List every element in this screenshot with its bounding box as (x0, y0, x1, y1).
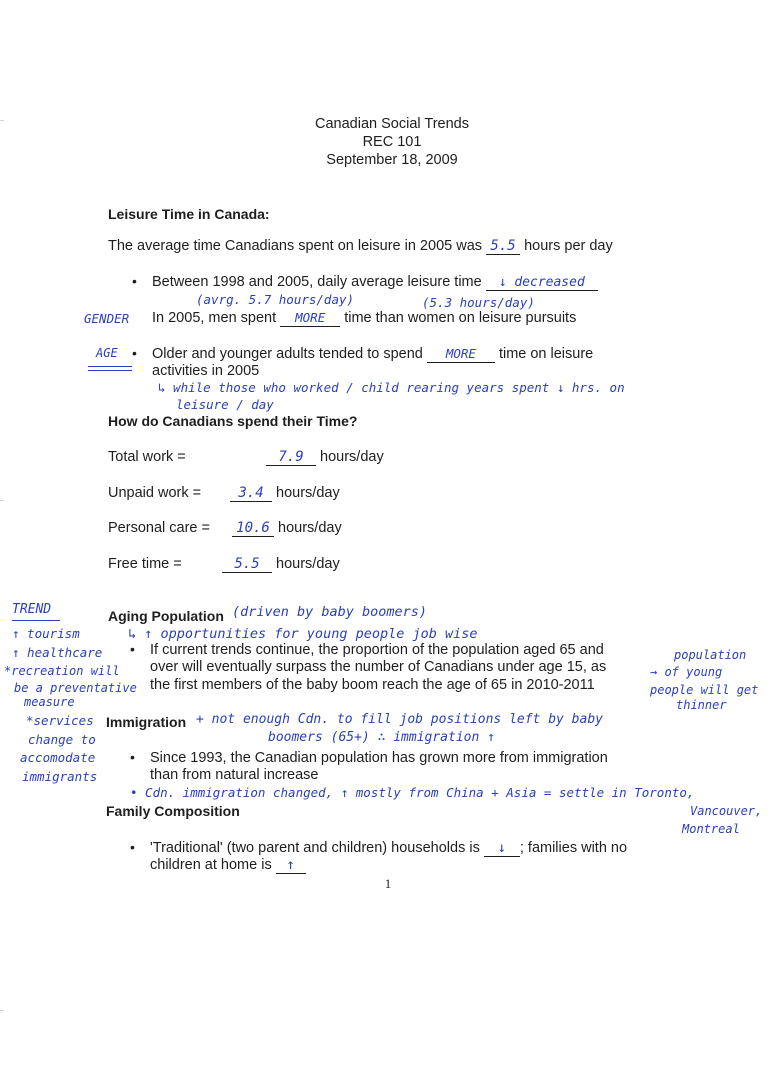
margin-trend-underline (12, 620, 60, 621)
b2-post: time than women on leisure pursuits (344, 310, 577, 326)
family-2-pre: children at home is (150, 857, 272, 873)
b3-post: time on leisure (498, 346, 594, 362)
page-edge-mark (0, 500, 4, 501)
row-unit: hours/day (276, 556, 340, 572)
aging-line-1: If current trends continue, the proportion of the population aged 65 and (150, 642, 604, 658)
page-edge-mark (0, 1010, 4, 1011)
time-heading: How do Canadians spend their Time? (108, 413, 358, 429)
note-men-hours: (avrg. 5.7 hours/day) (196, 292, 355, 307)
note-workers: ↳ while those who worked / child rearing years spent ↓ hrs. on (158, 380, 625, 395)
b3-pre: Older and younger adults tended to spend (152, 346, 423, 362)
leisure-bullet-3 (152, 346, 593, 363)
leisure-bullet-2 (152, 310, 576, 327)
margin-trend: TREND (12, 602, 52, 617)
row-blank (230, 485, 272, 502)
avg-pre: The average time Canadians spent on leisure in 2005 was (108, 238, 483, 254)
row-value-line (230, 485, 340, 502)
aging-line-3: the first members of the baby boom reach the age of 65 in 2010-2011 (150, 677, 595, 693)
b1-answer: ↓ decreased (498, 275, 585, 290)
margin-recreation: *recreation will (4, 664, 120, 678)
row-label: Free time = (108, 556, 182, 572)
family-pre: 'Traditional' (two parent and children) households is (150, 840, 480, 856)
avg-answer: 5.5 (490, 238, 516, 254)
row-label: Total work = (108, 449, 186, 465)
bullet-dot: • (130, 839, 135, 855)
bullet-dot: • (132, 345, 137, 361)
aging-heading: Aging Population (108, 608, 224, 624)
margin-healthcare: ↑ healthcare (12, 645, 103, 660)
avg-blank (486, 238, 520, 255)
leisure-average-line (108, 238, 613, 255)
avg-post: hours per day (524, 238, 613, 254)
family-2-blank (276, 857, 306, 874)
margin-change-to: change to (28, 732, 96, 747)
note-immigration-changed: • Cdn. immigration changed, ↑ mostly from China + Asia = settle in Toronto, (130, 785, 695, 800)
b1-blank (486, 274, 598, 291)
row-blank (266, 449, 316, 466)
row-value: 3.4 (238, 485, 264, 501)
leisure-bullet-1 (152, 274, 598, 291)
margin-gender: GENDER (84, 311, 130, 326)
note-opportunities: ↳ ↑ opportunities for young people job wise (128, 626, 478, 642)
margin-tourism: ↑ tourism (12, 626, 80, 641)
margin-age-underline (88, 370, 132, 371)
row-value-line (266, 449, 384, 466)
note-vancouver: Vancouver, (690, 804, 763, 818)
row-value: 5.5 (234, 556, 260, 572)
note-thinner: thinner (676, 698, 727, 712)
family-blank (484, 840, 520, 857)
row-label: Personal care = (108, 520, 210, 536)
bullet-dot: • (132, 273, 137, 289)
row-blank (232, 520, 274, 537)
immigration-line-1: Since 1993, the Canadian population has grown more from immigration (150, 750, 608, 766)
family-2-answer: ↑ (286, 857, 295, 873)
leisure-bullet-3-line-2: activities in 2005 (152, 363, 260, 379)
b1-text: Between 1998 and 2005, daily average leisure time (152, 274, 482, 290)
family-line-2 (150, 857, 306, 874)
row-unit: hours/day (278, 520, 342, 536)
margin-age: AGE (96, 346, 118, 360)
row-value: 7.9 (278, 449, 304, 465)
family-post: ; families with no (519, 840, 628, 856)
note-boomers: (driven by baby boomers) (232, 604, 428, 620)
row-value-line (232, 520, 342, 537)
family-answer: ↓ (497, 840, 507, 856)
family-heading: Family Composition (106, 803, 240, 819)
immigration-heading: Immigration (106, 714, 187, 730)
aging-line-2: over will eventually surpass the number of Canadians under age 15, as (150, 659, 607, 675)
b2-blank (280, 310, 340, 327)
row-label: Unpaid work = (108, 485, 202, 501)
b3-blank (427, 346, 495, 363)
family-line-1 (150, 840, 627, 857)
margin-preventative: be a preventative (14, 681, 137, 695)
margin-age-underline (88, 366, 132, 367)
note-montreal: Montreal (682, 822, 740, 836)
row-unit: hours/day (320, 449, 384, 465)
margin-accomodate: accomodate (20, 750, 96, 765)
row-value-line (222, 556, 340, 573)
page-number: 1 (384, 876, 392, 891)
doc-title: Canadian Social Trends (315, 116, 469, 132)
b2-pre: In 2005, men spent (152, 310, 277, 326)
note-workers-2: leisure / day (176, 397, 274, 412)
note-not-enough: + not enough Cdn. to fill job positions left by baby (196, 712, 603, 727)
row-unit: hours/day (276, 485, 340, 501)
note-women-hours: (5.3 hours/day) (422, 295, 535, 310)
note-boomers-65: boomers (65+) ∴ immigration ↑ (268, 730, 495, 745)
note-people-thinner: people will get (650, 683, 759, 697)
margin-measure: measure (24, 695, 75, 709)
margin-immigrants: immigrants (22, 769, 98, 784)
note-of-young: → of young (650, 665, 723, 679)
b2-answer: MORE (295, 310, 326, 325)
margin-services: *services (26, 713, 94, 728)
bullet-dot: • (130, 749, 135, 765)
row-blank (222, 556, 272, 573)
doc-date: September 18, 2009 (326, 152, 458, 168)
leisure-heading: Leisure Time in Canada: (108, 206, 270, 222)
note-population: population (674, 648, 747, 662)
row-value: 10.6 (236, 520, 270, 536)
immigration-line-2: than from natural increase (150, 767, 319, 783)
doc-course: REC 101 (362, 134, 422, 150)
b3-answer: MORE (445, 346, 476, 361)
bullet-dot: • (130, 641, 135, 657)
